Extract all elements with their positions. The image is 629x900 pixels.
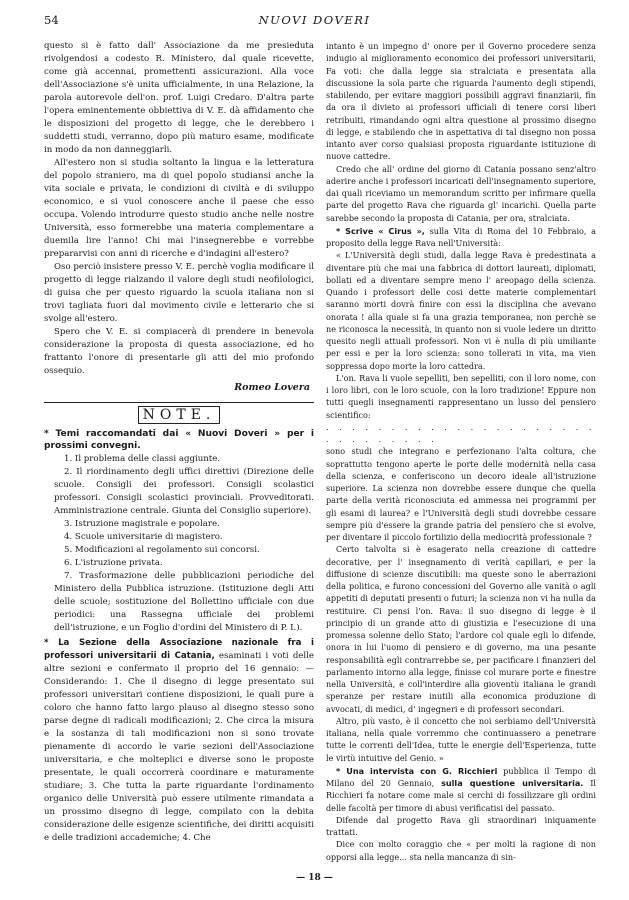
paragraph bbox=[44, 637, 314, 845]
list-item: 2. Il riordinamento degli uffici direttivi (Direzione delle scuole. Consigli dei professori. Consigli scolastici professori. Consigli scolastici provinciali. Provveditorati. Amministrazione centrale. Giunta del Consiglio superiore). bbox=[54, 467, 314, 516]
paragraph: Spero che V. E. si compiacerà di prendere in benevola considerazione la proposta di questa associazione, ed ho frattanto l'onore di presentarle gli atti del mio profondo ossequio. bbox=[44, 327, 314, 376]
quote-paragraph: Altro, più vasto, è il concetto che noi serbiamo dell'Università italiana, nella quale vorremmo che continuassero a penetrare tutte le correnti dell'Idea, tutte le energie dell'Esperienza, tutte le virtù intuitive del Genio. » bbox=[326, 715, 596, 763]
quote-paragraph: L'on. Rava li vuole sepelliti, ben sepelliti, con il loro nome, con i loro libri, con le loro scuole, con la loro tradizione! Eppure non tutti quegli insegnamenti rappresentano un lusso del pensiero scientifico: bbox=[326, 372, 596, 420]
list-item: 6. L'istruzione privata. bbox=[64, 558, 163, 568]
right-column bbox=[326, 40, 596, 863]
paragraph: intanto è un impegno d' onore per il Governo procedere senza indugio al miglioramento economico dei professori universitarii, Fa voti: che dalla legge sia stralciata e presentata alla discussione la sola parte che riguarda l'aumento degli stipendi, stabilendo, per evitare maggiori possibili aggravi finanziarii, fin da ora il divieto ai professori ufficiali di tenere corsi liberi retribuiti, rimandando ogni altra questione al prossimo disegno di legge, e stabilendo che in aspettativa di tal disegno non possa intanto aver corso qualsiasi proposta riguardante istituzione di nuove cattedre. bbox=[326, 41, 596, 162]
left-column bbox=[44, 40, 314, 845]
page-number: 54 bbox=[44, 13, 59, 27]
list-item: 5. Modificazioni al regolamento sui concorsi. bbox=[64, 545, 260, 555]
section-heading: * Scrive « Cirus », bbox=[336, 225, 425, 236]
paragraph: Dice con molto coraggio che « per molti la ragione di non opporsi alla legge... sta nella mancanza di sin- bbox=[326, 839, 596, 862]
notes-title-text: NOTE. bbox=[138, 406, 221, 424]
paragraph bbox=[326, 765, 596, 814]
notes-title bbox=[44, 409, 314, 422]
paragraph bbox=[326, 225, 596, 250]
section-text: sulla Vita di Roma del 10 Febbraio, a proposito della legge Rava nell'Università: bbox=[326, 225, 597, 248]
list-item: 7. Trasformazione delle pubblicazioni periodiche del Ministero della Pubblica istruzione. (Istituzione degli Atti delle scuole; sostituzione del Bollettino ufficiale con due periodici: una Rassegna ufficiale dei problemi dell'istruzione, e un Foglio d'ordini del Ministero di P. I.). bbox=[54, 571, 314, 633]
section-heading: * La Sezione della Associazione nazionale fra i professori universitarii di Catania, bbox=[44, 638, 314, 661]
section-heading: * Temi raccomandati dai « Nuovi Doveri » per i prossimi convegni. bbox=[44, 429, 314, 451]
quote-paragraph: Certo talvolta si è esagerato nella creazione di cattedre decorative, per l' insegnamento di verità capillari, e per la diffusione di scienze discutibili: ma queste sono le aberrazioni della politica, e furono concessioni del Governo alle vanità o agli appetiti di deputati presenti o futuri; la scienza non vi ha nulla da restituire. Ci pensi l'on. Rava: il suo disegno di legge è il principio di un grande atto di giustizia e l'esecuzione di una promessa solenne dello Stato; l'ardore col quale egli lo difende, onora in lui l'uomo di pensiero e di governo, ma una pesante responsabilità egli contrarrebbe se, per pacificare i finanzieri del parlamento intorno alla legge, finisse col murare porte e finestre nella Università, e coll'interdire alla gioventù italiana le grandi speranze per restare inutili alla economica produzione di avvocati, di medici, d' ingegneri e di professori secondari. bbox=[326, 544, 596, 714]
section-text: pubblica il Tempo di Milano del 20 Gennaio, bbox=[326, 765, 596, 788]
section-heading: sulla questione universitaria. bbox=[441, 778, 584, 788]
signature: Romeo Lovera bbox=[234, 382, 310, 393]
paragraph: Oso perciò insistere presso V. E. perchè voglia modificare il progetto di legge rialzando il valore degli studi neofilologici, di guisa che per questo riguardo la scuola italiana non si trovi tagliata fuori dal movimento civile e letterario che si svolge all'estero. bbox=[44, 262, 314, 324]
list-item: 3. Istruzione magistrale e popolare. bbox=[64, 519, 220, 529]
ellipsis-line: . . . . . . . . . . . . . . . . . . . . . . . . . . . . . . bbox=[326, 421, 596, 444]
paragraph: questo si è fatto dall' Associazione da me presieduta rivolgendosi a codesto R. Ministero, dal quale ricevette, come già accennai, promettenti assicurazioni. Alla voce dell'Associazione s'è unita ufficialmente, in una Relazione, la parola autorevole dell'on. prof. Luigi Credaro. D'altra parte l'opera eminentemente obbiettiva di V. E. dà affidamento che le disposizioni del progetto di legge, che le derebbero i suddetti studi, verranno, dopo più maturo esame, modificate in modo da non danneggiarli. bbox=[44, 41, 314, 155]
paragraph: Credo che all' ordine del giorno di Catania possano senz'altro aderire anche i professori incaricati dell'insegnamento superiore, dai quali riceviamo un memorandum scritto per infirmare quella parte del progetto Rava che riguarda gl' incarichi. Quella parte sarebbe secondo la proposta di Catania, per ora, stralciata. bbox=[326, 163, 596, 223]
section-text: esaminati i voti delle altre sezioni e confermato il proprio del 16 gennaio: — Considerando: 1. Che il disegno di legge presentato sui professori universitari contiene disposizioni, le quali pure a coloro che hanno fatto largo plauso al disegno stesso sono parse degne di radicali modificazioni; 2. Che circa la misura e la sostanza di tali modificazioni non si sono trovate pienamente di accordo le varie sezioni dell'Associazione universitaria, e che molteplici e diverse sono le proposte presentate, le quali occorrerà coordinare e maturamente studiare; 3. Che tutta la parte riguardante l'ordinamento organico delle Università può essere utilmente rimandata a un prossimo disegno di legge, compilato con la debita considerazione delle esigenze scientifiche, dei diritti acquisiti e delle tradizioni accademiche; 4. Che bbox=[44, 651, 314, 843]
paragraph: All'estero non si studia soltanto la lingua e la letteratura del popolo straniero, ma di quel popolo studiansi anche la vita sociale e privata, le condizioni di civiltà e di sviluppo economico, e si vuol conoscere anche il paese che esso occupa. Volendo introdurre questo studio anche nelle nostre Università, esso formerebbe una materia complementare a duemila lire l'anno! Chi mai l'insegnerebbe e vorrebbe prepararvisi con anni di ricerche e d'indagini all'estero? bbox=[44, 158, 314, 259]
quote-paragraph: « L'Università degli studi, dalla legge Rava è predestinata a diventare più che mai una fabbrica di dottori laureati, diplomati, bollati ed a diventare sempre meno l' areopago della scienza. Quando i professori delle cosi dette materie complementari saranno morti dovrà finire con essi la disciplina che avevano onorata ! alla quale si fa una grazia temporanea, non perchè se ne riconosca la necessità, in quanto non si vuole ledere un diritto quesito negli attuali professori. Non vi è nulla di più umiliante per essi e per la loro scienza: sono tollerati in vita, ma vien soppressa dopo morte la loro cattedra. bbox=[326, 250, 596, 371]
list-item: 4. Scuole universitarie di magistero. bbox=[64, 532, 223, 542]
list-item: 1. Il problema delle classi aggiunte. bbox=[64, 454, 221, 464]
paragraph: Difende dal progetto Rava gli straordinari iniquamente trattati. bbox=[326, 814, 596, 837]
footer-page-number: — 18 — bbox=[296, 873, 333, 883]
section-text: Il Ricchieri fa notare come male si cerchi di fossilizzare gli ordini delle facoltà per timore di abusi verificatisi del passato. bbox=[326, 778, 597, 813]
section-heading: * Una intervista con G. Ricchieri bbox=[336, 765, 498, 776]
quote-paragraph: sono studi che integrano e perfezionano l'alta coltura, che soprattutto tengono aperte le porte delle modernità nella casa della scienza, e conferiscono un decoro ideale all'istruzione superiore. La scienza non dovrebbe essere dunque che quella parte della verità riconosciuta ed ammessa nei programmi per gli esami di laurea? e l'Università degli studi dovrebbe cessare sempre più d'essere la grande patria del pensiero che si evolve, per diventare il piccolo fortilizio della mediocrità professionale ? bbox=[326, 446, 596, 542]
running-title: NUOVI DOVERI bbox=[258, 13, 371, 27]
divider bbox=[44, 402, 314, 403]
